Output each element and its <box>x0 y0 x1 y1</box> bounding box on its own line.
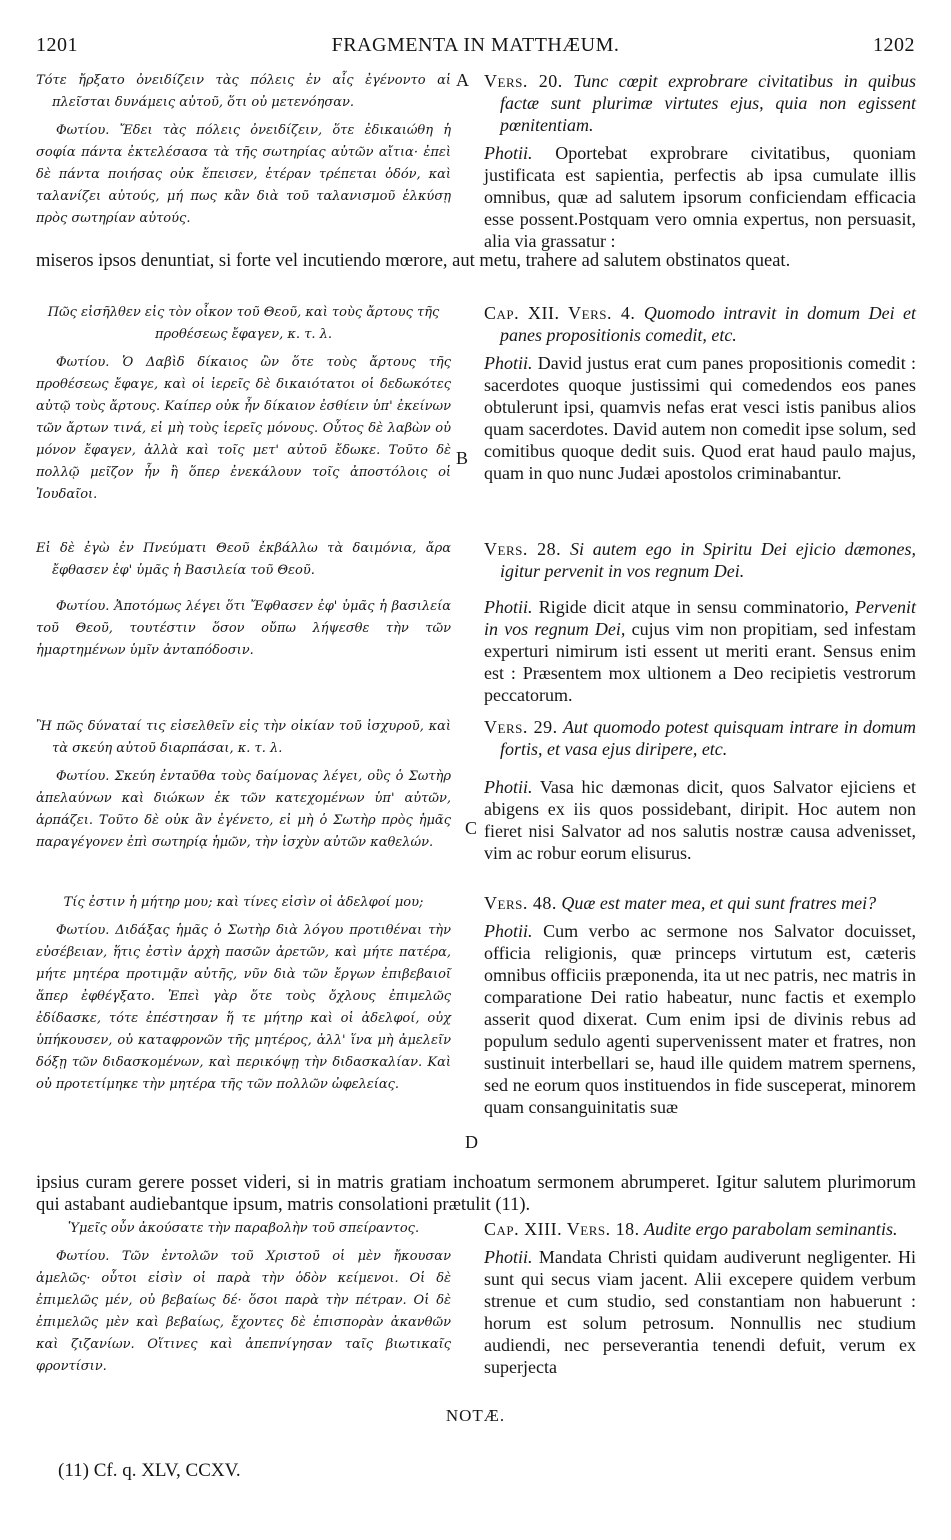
commentator-name: Photii. <box>484 1247 533 1267</box>
greek-lemma: Πῶς εἰσῆλθεν εἰς τὸν οἶκον τοῦ Θεοῦ, καὶ τοὺς ἄρτους τῆς προθέσεως ἔφαγεν, κ. τ. λ. <box>47 305 440 342</box>
page-header <box>36 34 915 58</box>
left-page-number: 1201 <box>36 34 78 56</box>
latin-commentary-text: Rigide dicit atque in sensu comminatorio, <box>538 597 849 617</box>
verse-label: Vers. 20. <box>484 71 563 91</box>
commentator-name: Photii. <box>484 921 533 941</box>
running-title: FRAGMENTA IN MATTHÆUM. <box>331 34 620 56</box>
greek-commentary: Φωτίου. Ὁ Δαβὶδ δίκαιος ὢν ὅτε τοὺς ἄρτους τῆς προθέσεως ἔφαγε, καὶ οἱ ἱερεῖς δὲ δικαιότατοι οἱ δεδωκότες αὐτῷ τοὺς ἄρτους. Καίπερ οὐκ ἦν δίκαιον ἐσθίειν ὑπ' ἐκείνων τῶν ἄρτων τινά, εἰ μὴ τοὺς ἱερεῖς μόνους. Οὗτος δὲ λαβὼν οὐ μόνον ἔφαγεν, ἀλλὰ καὶ τοῖς μετ' αὐτοῦ ἔδωκε. Τοῦτο δὲ πολλῷ μεῖζον ἦν ἢ ὅπερ ἐνεκάλουν τοῖς ἀποστόλοις οἱ Ἰουδαῖοι. <box>36 355 451 502</box>
greek-section-1 <box>36 70 451 230</box>
latin-section-3 <box>484 538 916 706</box>
latin-section-6 <box>484 1218 916 1378</box>
latin-lemma <box>484 70 916 136</box>
margin-letter-a: A <box>456 70 469 90</box>
latin-lemma <box>484 716 916 760</box>
latin-lemma-text: Quæ est mater mea, et qui sunt fratres mei? <box>561 893 877 913</box>
greek-section-5 <box>36 892 451 1096</box>
latin-section-1 <box>484 70 916 252</box>
right-page-number: 1202 <box>873 34 915 56</box>
latin-commentary <box>484 776 916 864</box>
greek-lemma: Ὑμεῖς οὖν ἀκούσατε τὴν παραβολὴν τοῦ σπείραντος. <box>67 1221 420 1236</box>
greek-commentary: Φωτίου. Τῶν ἐντολῶν τοῦ Χριστοῦ οἱ μὲν ἤκουσαν ἀμελῶς· οὗτοι εἰσὶν οἱ παρὰ τὴν ὁδὸν κείμενοι. Οἱ δὲ ἐπιμελῶς μέν, οὐ βεβαίως δέ· ὅσοι παρὰ τὴν πέτραν. Οἱ δὲ ἐπιμελῶς μὲν καὶ βεβαίως, ἔχοντες δὲ ἐπισπορὰν ἀκανθῶν καὶ ζιζανίων. Οἵτινες καὶ ἀπεπνίγησαν ταῖς βιωτικαῖς φροντίσιν. <box>36 1249 451 1374</box>
greek-commentary: Φωτίου. Διδάξας ἡμᾶς ὁ Σωτὴρ διὰ λόγου προτιθέναι τὴν εὐσέβειαν, ἥτις ἐστὶν ἀρχὴ πασῶν ἀρετῶν, καὶ μήτε πατέρα, μήτε μητέρα προτιμᾷν αὐτῆς, νῦν διὰ τῶν ἔργων ἐπιβεβαιοῖ ἅπερ ἐφθέγξατο. Ἐπεὶ γὰρ ὅτε τοὺς ὄχλους ἐπιμελῶς ἐδίδασκε, τότε ἐπέστησαν ἥ τε μήτηρ καὶ οἱ ἀδελφοί, οὐχ ὑπήκουσεν, οὐ καταφρονῶν τῆς μητέρος, ἀλλ' ἵνα μὴ ἀμελεῖν δόξῃ τῶν διδασκομένων, καὶ περικόψῃ τὴν διδασκαλίαν. Καὶ οὐ προτετίμηκε τὴν μητέρα τῆς τῶν πολλῶν ὠφελείας. <box>36 923 451 1092</box>
latin-lemma-text: Quomodo intravit in domum Dei et panes propositionis comedit, etc. <box>500 303 916 345</box>
latin-lemma-text: Aut quomodo potest quisquam intrare in domum fortis, et vasa ejus diripere, etc. <box>500 717 917 759</box>
latin-commentary <box>484 352 916 484</box>
verse-label: Cap. XIII. Vers. 18. <box>484 1219 640 1239</box>
verse-label: Vers. 48. <box>484 893 557 913</box>
latin-commentary-text: Oportebat exprobrare civitatibus, quoniam justificata est sapientia, perfectis ab ipsa cumulate illis omnibus, quæ ad salutem ipsorum conficiendam efficacia esse possent.Postquam vero omnia expertus, non persuasit, alia via grassatur : <box>484 143 917 251</box>
latin-commentary <box>484 596 916 706</box>
latin-lemma-text: Si autem ego in Spiritu Dei ejicio dæmones, igitur pervenit in vos regnum Dei. <box>500 539 917 581</box>
latin-lemma <box>484 892 916 914</box>
greek-lemma: Εἰ δὲ ἐγὼ ἐν Πνεύματι Θεοῦ ἐκβάλλω τὰ δαιμόνια, ἄρα ἔφθασεν ἐφ' ὑμᾶς ἡ Βασιλεία τοῦ Θεοῦ. <box>36 541 451 578</box>
commentator-name: Photii. <box>484 777 533 797</box>
greek-commentary: Φωτίου. Ἔδει τὰς πόλεις ὀνειδίζειν, ὅτε ἐδικαιώθη ἡ σοφία πάντα ἐκτελέσασα τὰ τῆς σωτηρίας αὐτῶν αἴτια· ἐπεὶ δὲ πάντα ποιήσας οὐκ ἔπεισεν, ἑτέραν τρέπεται ὁδόν, καὶ ταλανίζει αὐτούς, μή πως κἂν διὰ τοῦ ταλανισμοῦ ἑλκύσῃ πρὸς σωτηρίαν αὐτούς. <box>36 123 451 226</box>
latin-section-2 <box>484 302 916 484</box>
latin-lemma-text: Audite ergo parabolam seminantis. <box>644 1219 898 1239</box>
greek-section-4 <box>36 716 451 854</box>
latin-section-5 <box>484 892 916 1118</box>
latin-lemma <box>484 538 916 582</box>
footnote: (11) Cf. q. XLV, CCXV. <box>58 1460 241 1481</box>
greek-lemma: Ἢ πῶς δύναταί τις εἰσελθεῖν εἰς τὴν οἰκίαν τοῦ ἰσχυροῦ, καὶ τὰ σκεύη αὐτοῦ διαρπάσαι, κ. τ. λ. <box>36 719 451 756</box>
greek-section-2 <box>36 302 451 506</box>
margin-letter-c: C <box>465 818 478 838</box>
greek-section-3 <box>36 538 451 662</box>
latin-lemma <box>484 302 916 346</box>
commentator-name: Photii. <box>484 597 533 617</box>
verse-label: Cap. XII. Vers. 4. <box>484 303 636 323</box>
verse-label: Vers. 29. <box>484 717 558 737</box>
latin-commentary-text: Vasa hic dæmonas dicit, quos Salvator ejiciens et abigens ex iis quos possidebant, diripit. Hoc autem non fieret nisi Salvator ad nos salutis nostræ causa advenisset, vim ac robur eorum elisurus. <box>484 777 916 863</box>
greek-commentary: Φωτίου. Ἀποτόμως λέγει ὅτι Ἔφθασεν ἐφ' ὑμᾶς ἡ βασιλεία τοῦ Θεοῦ, τουτέστιν ὅσον οὔπω λήψεσθε τὴν τῶν ἡμαρτημένων ὑμῖν ἀνταπόδοσιν. <box>36 599 451 658</box>
notes-heading: NOTÆ. <box>445 1406 506 1425</box>
commentator-name: Photii. <box>484 143 533 163</box>
margin-letter-d: D <box>465 1132 478 1152</box>
full-width-continuation-2: ipsius curam gerere posset videri, si in matris gratiam inchoatum sermonem abrumperet. Igitur salutem plurimorum qui astabant audiebantque ipsum, matris consolationi prætulit (11). <box>36 1173 916 1215</box>
latin-section-4 <box>484 716 916 864</box>
latin-lemma-text: Tunc cœpit exprobrare civitatibus in quibus factæ sunt plurimæ virtutes ejus, quia non egissent pœnitentiam. <box>500 71 917 135</box>
latin-commentary <box>484 920 916 1118</box>
latin-quote: Pervenit in vos regnum Dei, <box>484 597 916 639</box>
latin-commentary-text: Mandata Christi quidam audiverunt negligenter. Hi sunt qui secus viam jacent. Alii excepere quidem verbum strenue et cum studio, sed constantiam non habuerunt : horum est solum petrosum. Nonnullis nec studium audiendi, nec perseverantia tenendi defuit, verum ex superjecta <box>484 1247 917 1377</box>
latin-commentary-text: David justus erat cum panes propositionis comedit : sacerdotes quoque justissimi qui comedendos eos panes obtulerunt ipsi, quamvis nefas erat vesci istis panibus alios quam sacerdotes. David autem non comedit ipse solum, sed comitibus quoque dedit suis. Quod erat haud paulo majus, quam in quo nunc Judæi apostolos criminabantur. <box>484 353 916 483</box>
full-width-continuation-1: miseros ipsos denuntiat, si forte vel incutiendo mœrore, aut metu, trahere ad salutem obstinatos queat. <box>36 251 791 271</box>
greek-section-6 <box>36 1218 451 1378</box>
greek-lemma: Τίς ἐστιν ἡ μήτηρ μου; καὶ τίνες εἰσὶν οἱ ἀδελφοί μου; <box>63 895 424 910</box>
latin-commentary-text: Cum verbo ac sermone nos Salvator docuisset, officia religionis, quæ princeps virtutum est, cæteris omnibus officiis præponenda, ita ut nec patris, nec matris in comparatione Dei ratio habeatur, nunc factis et exemplo asserit quod dixerat. Cum enim ipsi de divinis rebus ad populum sedulo agenti supervenissent mater et fratres, non sustinuit interbellari se, haud ille quidem matrem spernens, sed ne eorum quos instituendos in fide susceperat, minorem quam consanguinitatis suæ <box>484 921 917 1117</box>
latin-commentary <box>484 142 916 252</box>
greek-commentary: Φωτίου. Σκεύη ἐνταῦθα τοὺς δαίμονας λέγει, οὓς ὁ Σωτὴρ ἀπελαύνων καὶ διώκων ἐκ τῶν κατεχομένων ὑπ' αὐτῶν, ἁρπάζει. Τοῦτο δὲ οὐκ ἂν ἐγένετο, εἰ μὴ ὁ Σωτὴρ πρὸς ἡμᾶς παραγέγονεν ἐπὶ σωτηρίᾳ ἡμῶν, τὴν ἰσχὺν αὐτῶν καθελών. <box>36 769 451 850</box>
latin-lemma <box>484 1218 916 1240</box>
verse-label: Vers. 28. <box>484 539 562 559</box>
latin-commentary-text-cont: cujus vim non propitiam, sed infestam experturi nimirum isti essent ut meriti erant. Sensus enim est : Præsentem mox ultionem a Deo recipietis vestrorum peccatorum. <box>484 619 917 705</box>
margin-letter-b: B <box>456 448 469 468</box>
greek-lemma: Τότε ἤρξατο ὀνειδίζειν τὰς πόλεις ἐν αἷς ἐγένοντο αἱ πλεῖσται δυνάμεις αὐτοῦ, ὅτι οὐ μετενόησαν. <box>36 73 451 110</box>
commentator-name: Photii. <box>484 353 533 373</box>
latin-commentary <box>484 1246 916 1378</box>
